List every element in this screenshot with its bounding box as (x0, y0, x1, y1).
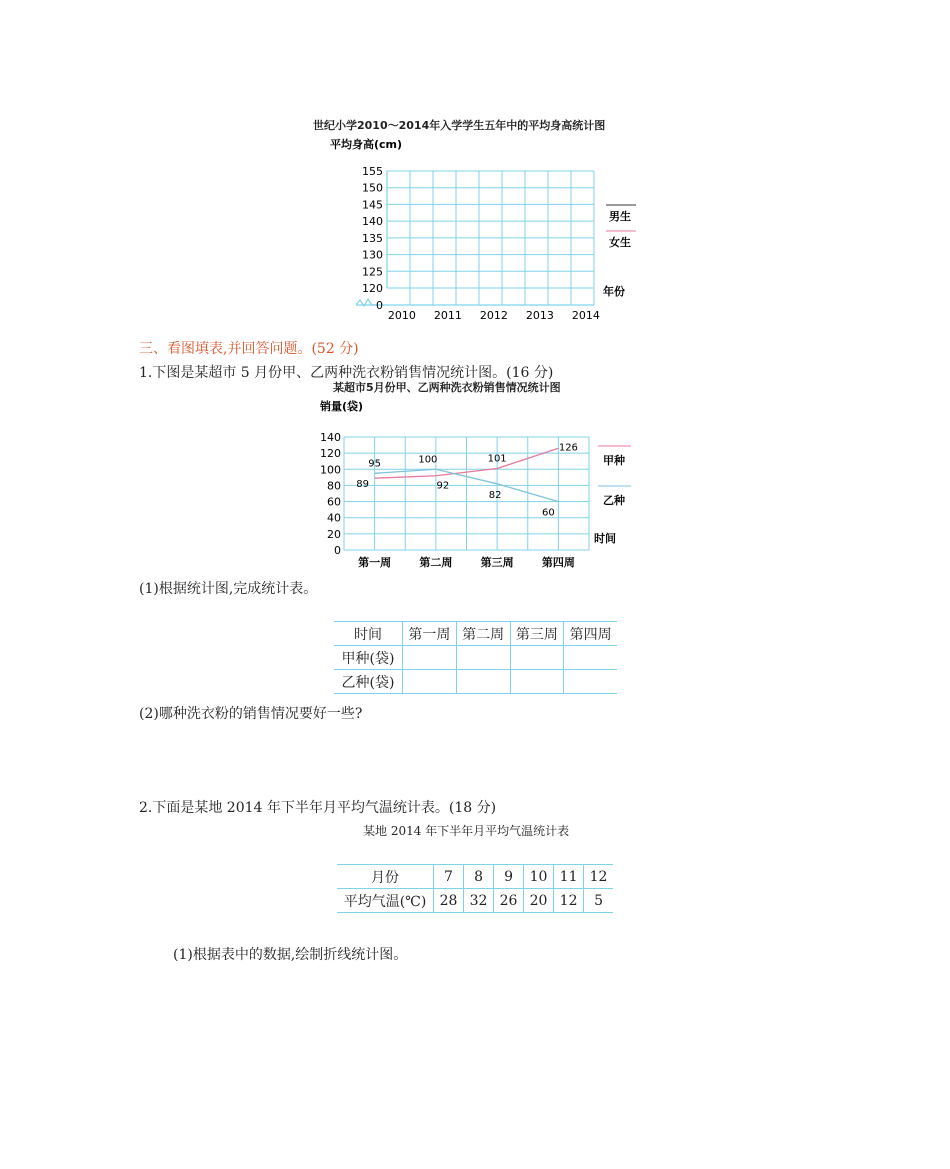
chart1-y-ticks (362, 165, 383, 312)
month-cell: 11 (554, 865, 584, 889)
q2-part1: (1)根据表中的数据,绘制折线统计图。 (173, 947, 408, 963)
y-tick-label: 80 (327, 479, 341, 493)
answer-cell[interactable] (403, 670, 457, 694)
y-tick-label: 150 (362, 181, 383, 195)
temp-cell: 12 (554, 889, 584, 913)
row-label: 乙种(袋) (334, 670, 403, 694)
y-tick-label: 140 (320, 431, 341, 444)
x-tick-label: 第二周 (419, 556, 453, 569)
data-label: 126 (558, 442, 578, 454)
chart1-height-chart (330, 134, 650, 329)
y-tick-label: 0 (334, 544, 341, 557)
answer-cell[interactable] (564, 670, 617, 694)
y-tick-label: 145 (362, 198, 383, 212)
answer-cell[interactable] (564, 646, 617, 670)
data-label: 101 (487, 453, 507, 465)
month-cell: 10 (524, 865, 554, 889)
table2-title: 某地 2014 年下半年月平均气温统计表 (363, 824, 570, 838)
chart1-title: 世纪小学2010～2014年入学学生五年中的平均身高统计图 (313, 119, 606, 132)
month-cell: 8 (464, 865, 494, 889)
temp-cell: 26 (494, 889, 524, 913)
table-row (337, 889, 613, 913)
x-tick-label: 第三周 (480, 556, 514, 569)
x-tick-label: 2014 (571, 309, 600, 322)
chart2-title: 某超市5月份甲、乙两种洗衣粉销售情况统计图 (333, 381, 561, 394)
chart2-ylabel: 销量(袋) (320, 400, 364, 413)
q2-intro: 2.下面是某地 2014 年下半年月平均气温统计表。(18 分) (139, 800, 497, 816)
legend-jia-label: 甲种 (603, 454, 625, 467)
x-tick-label: 第一周 (358, 556, 392, 569)
q1-intro: 1.下图是某超市 5 月份甲、乙两种洗衣粉销售情况统计图。(16 分) (139, 365, 554, 381)
temp-cell: 20 (524, 889, 554, 913)
q1-part2: (2)哪种洗衣粉的销售情况要好一些? (139, 706, 363, 722)
answer-cell[interactable] (510, 646, 564, 670)
legend-yi-label: 乙种 (603, 494, 625, 507)
chart1-xlabel: 年份 (603, 285, 625, 298)
x-tick-label: 2010 (387, 309, 416, 322)
chart2-grid (344, 437, 589, 550)
table-row (334, 646, 617, 670)
data-label: 100 (418, 454, 438, 466)
legend-girl-label: 女生 (609, 236, 631, 249)
y-tick-label: 120 (362, 282, 383, 295)
y-tick-label: 155 (362, 165, 383, 178)
row-label: 甲种(袋) (334, 646, 403, 670)
month-cell: 12 (584, 865, 613, 889)
chart2-xlabel: 时间 (594, 532, 616, 545)
table-row (334, 622, 617, 646)
temp-cell: 32 (464, 889, 494, 913)
table-row (334, 670, 617, 694)
chart2-y-ticks (320, 431, 341, 557)
table-header: 第三周 (510, 622, 564, 646)
row-label: 月份 (337, 865, 434, 889)
chart1-grid (356, 171, 594, 305)
month-cell: 9 (494, 865, 524, 889)
chart2-x-ticks (358, 555, 575, 569)
chart1-x-ticks (388, 309, 600, 322)
temp-cell: 28 (434, 889, 464, 913)
answer-cell[interactable] (456, 670, 510, 694)
table-header: 第一周 (403, 622, 457, 646)
y-tick-label: 100 (320, 463, 341, 477)
chart2-data-labels (356, 442, 578, 518)
temp-cell: 5 (584, 889, 613, 913)
y-tick-label: 135 (362, 231, 383, 245)
section-heading: 三、看图填表,并回答问题。(52 分) (139, 341, 359, 357)
answer-cell[interactable] (510, 670, 564, 694)
answer-cell[interactable] (403, 646, 457, 670)
y-tick-label: 60 (327, 495, 341, 509)
y-tick-label: 120 (320, 447, 341, 461)
x-tick-label: 2013 (525, 309, 554, 322)
data-label: 82 (488, 489, 502, 501)
data-label: 95 (368, 458, 381, 470)
sales-table (334, 621, 617, 694)
x-tick-label: 2012 (479, 309, 508, 322)
data-label: 89 (356, 479, 369, 491)
y-tick-label: 130 (362, 248, 383, 262)
y-tick-label: 0 (376, 299, 383, 312)
y-tick-label: 125 (362, 265, 383, 279)
legend-boy-label: 男生 (609, 210, 631, 223)
table-header: 时间 (334, 622, 403, 646)
row-label: 平均气温(℃) (337, 889, 434, 913)
data-label: 92 (436, 480, 450, 492)
table-header: 第四周 (564, 622, 617, 646)
x-tick-label: 第四周 (541, 556, 575, 569)
table-row (337, 865, 613, 889)
table-header: 第二周 (456, 622, 510, 646)
answer-cell[interactable] (456, 646, 510, 670)
chart2-sales-chart (318, 392, 638, 574)
temperature-table (337, 864, 613, 913)
y-tick-label: 40 (327, 511, 341, 525)
data-label: 60 (542, 507, 555, 519)
y-tick-label: 140 (362, 215, 383, 229)
y-tick-label: 20 (327, 527, 341, 541)
q1-part1: (1)根据统计图,完成统计表。 (139, 581, 318, 597)
x-tick-label: 2011 (433, 309, 462, 322)
chart1-ylabel: 平均身高(cm) (330, 138, 403, 151)
month-cell: 7 (434, 865, 464, 889)
